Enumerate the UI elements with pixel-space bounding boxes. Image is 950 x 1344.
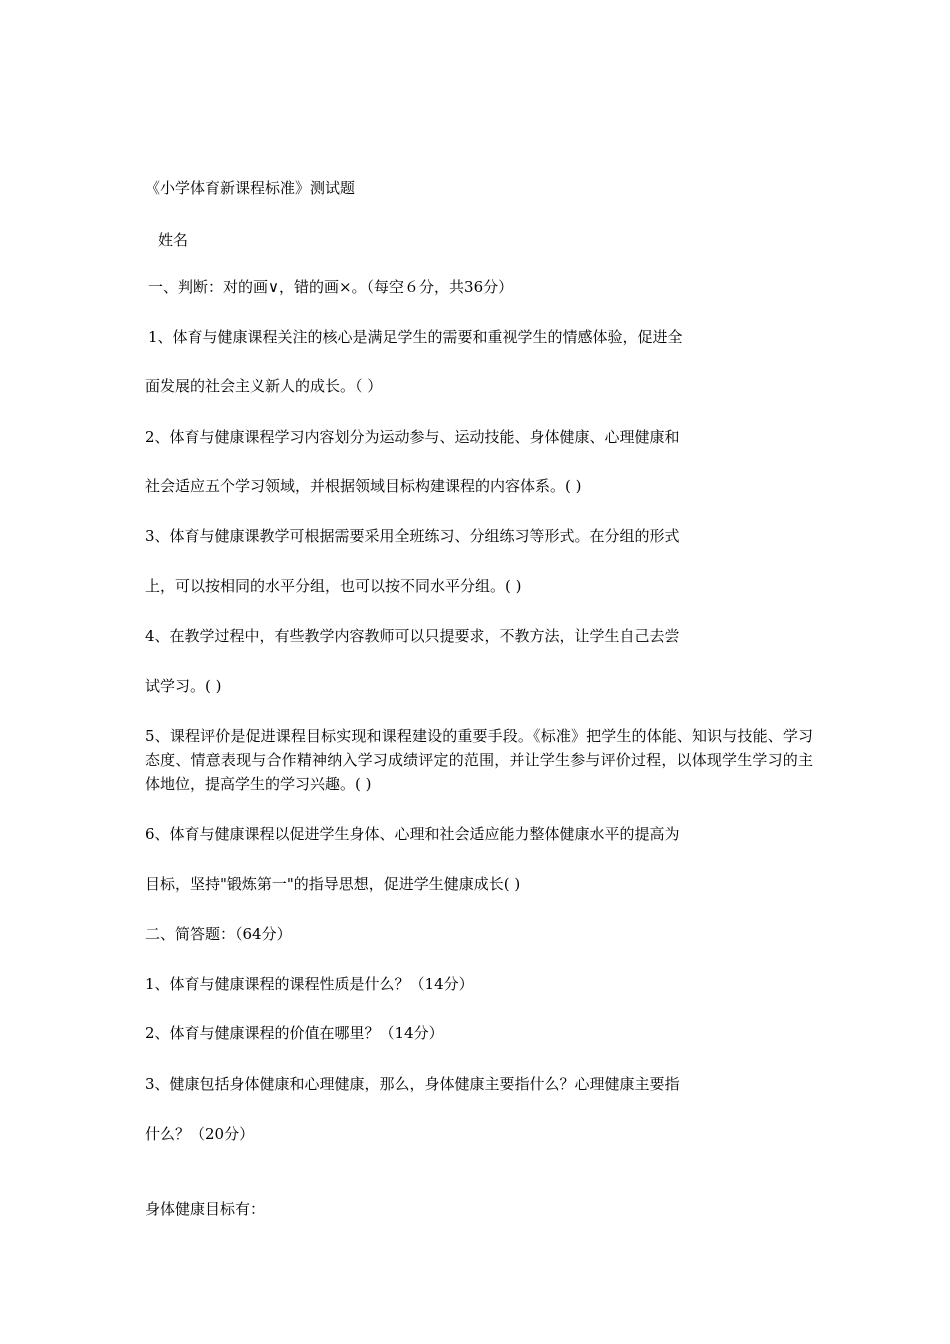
document-title: 《小学体育新课程标准》测试题 (145, 179, 356, 197)
question-1-line-1: 1、体育与健康课程关注的核心是满足学生的需要和重视学生的情感体验，促进全 (148, 328, 683, 346)
question-5-paragraph: 5、课程评价是促进课程目标实现和课程建设的重要手段。《标准》把学生的体能、知识与技能、学习态度、情意表现与合作精神纳入学习成绩评定的范围，并让学生参与评价过程，以体现学生学习的主体地位，提高学生的学习兴趣。( ) (145, 727, 813, 793)
section2-heading: 二、简答题：（64分） (145, 925, 292, 943)
question-6-line-1: 6、体育与健康课程以促进学生身体、心理和社会适应能力整体健康水平的提高为 (145, 825, 680, 843)
question-1-line-2: 面发展的社会主义新人的成长。（ ） (145, 377, 383, 395)
question-4-line-1: 4、在教学过程中，有些教学内容教师可以只提要求，不教方法，让学生自己去尝 (145, 627, 680, 645)
short-answer-2: 2、体育与健康课程的价值在哪里？（14分） (145, 1024, 444, 1042)
question-3-line-2: 上，可以按相同的水平分组，也可以按不同水平分组。( ) (145, 577, 522, 595)
short-answer-1: 1、体育与健康课程的课程性质是什么？（14分） (145, 975, 474, 993)
question-3-line-1: 3、体育与健康课教学可根据需要采用全班练习、分组练习等形式。在分组的形式 (145, 527, 680, 545)
answer-label-physical-health: 身体健康目标有： (145, 1200, 266, 1218)
short-answer-3-line-1: 3、健康包括身体健康和心理健康，那么，身体健康主要指什么？心理健康主要指 (145, 1075, 680, 1093)
question-4-line-2: 试学习。( ) (145, 677, 222, 695)
section1-heading: 一、判断：对的画∨，错的画×。（每空６分，共36分） (148, 278, 514, 296)
question-2-line-2: 社会适应五个学习领域，并根据领域目标构建课程的内容体系。( ) (145, 477, 582, 495)
question-2-line-1: 2、体育与健康课程学习内容划分为运动参与、运动技能、身体健康、心理健康和 (145, 428, 680, 446)
question-6-line-2: 目标，坚持"锻炼第一"的指导思想，促进学生健康成长( ) (145, 875, 521, 893)
short-answer-3-line-2: 什么？（20分） (145, 1125, 255, 1143)
name-label: 姓名 (158, 231, 189, 249)
